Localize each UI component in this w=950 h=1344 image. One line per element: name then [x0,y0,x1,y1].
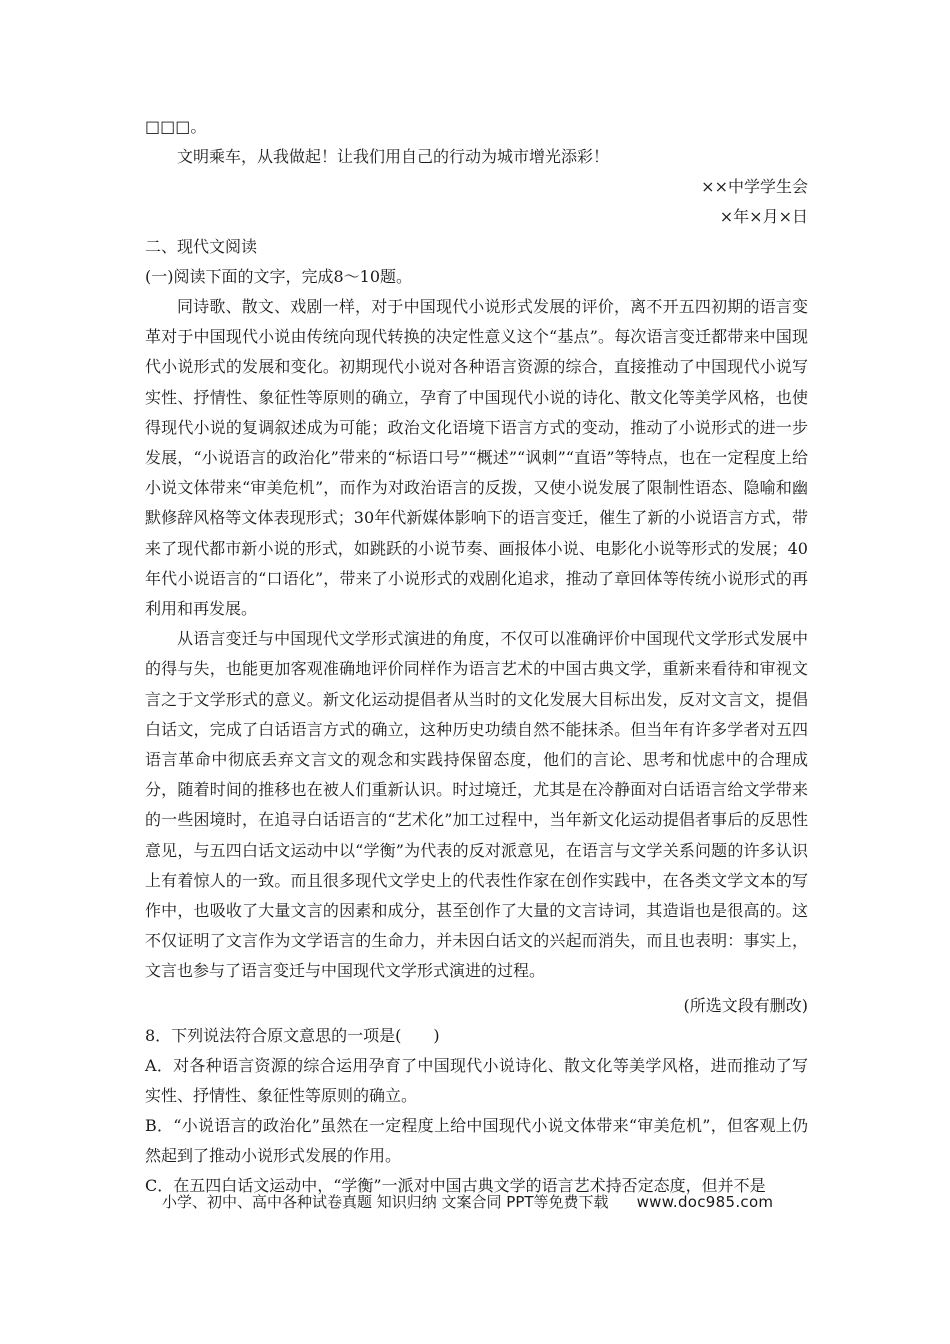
document-page [145,112,808,1202]
notice-date: ×年×月×日 [719,207,808,226]
option-a: A．对各种语言资源的综合运用孕育了中国现代小说诗化、散文化等美学风格，进而推动了写实性、抒情性、象征性等原则的确立。 [145,1055,808,1105]
footer-text: 小学、初中、高中各种试卷真题 知识归纳 文案合同 PPT等免费下载 [162,1193,609,1211]
footer-url[interactable]: www.doc985.com [636,1193,774,1211]
notice-signature: ××中学学生会 [701,177,808,196]
source-note: (所选文段有删改) [683,995,808,1015]
question-stem: 8．下列说法符合原文意思的一项是( ) [145,1025,440,1045]
article-paragraph-2: 从语言变迁与中国现代文学形式演进的角度，不仅可以准确评价中国现代文学形式发展中的得与失，也能更加客观准确地评价同样作为语言艺术的中国古典文学，重新来看待和审视文言之于文学形式的意义。新文化运动提倡者从当时的文化发展大目标出发，反对文言文，提倡白话文，完成了白话语言方式的确立，这种历史功绩自然不能抹杀。但当年有许多学者对五四语言革命中彻底丢弃文言文的观念和实践持保留态度，他们的言论、思考和忧虑中的合理成分，随着时间的推移也在被人们重新认识。时过境迁，尤其是在冷静面对白话语言给文学带来的一些困境时，在追寻白话语言的“艺术化”加工过程中，当年新文化运动提倡者事后的反思性意见，与五四白话文运动中以“学衡”为代表的反对派意见，在语言与文学关系问题的许多认识上有着惊人的一致。而且很多现代文学史上的代表性作家在创作实践中，在各类文学文本的写作中，也吸收了大量文言的因素和成分，甚至创作了大量的文言诗词，其造诣也是很高的。这不仅证明了文言作为文学语言的生命力，并未因白话文的兴起而消失，而且也表明：事实上，文言也参与了语言变迁与中国现代文学形式演进的过程。 [145,629,808,981]
article-paragraph-1: 同诗歌、散文、戏剧一样，对于中国现代小说形式发展的评价，离不开五四初期的语言变革对于中国现代小说由传统向现代转换的决定性意义这个“基点”。每次语言变迁都带来中国现代小说形式的发展和变化。初期现代小说对各种语言资源的综合，直接推动了中国现代小说写实性、抒情性、象征性等原则的确立，孕育了中国现代小说的诗化、散文化等美学风格，也使得现代小说的复调叙述成为可能；政治文化语境下语言方式的变动，推动了小说形式的进一步发展，“小说语言的政治化”带来的“标语口号”“概述”“讽刺”“直语”等特点，也在一定程度上给小说文体带来“审美危机”，而作为对政治语言的反拨，又使小说发展了限制性语态、隐喻和幽默修辞风格等文体表现形式；30年代新媒体影响下的语言变迁，催生了新的小说语言方式，带来了现代都市新小说的形式，如跳跃的小说节奏、画报体小说、电影化小说等形式的发展；40年代小说语言的“口语化”，带来了小说形式的戏剧化追求，推动了章回体等传统小说形式的再利用和再发展。 [145,297,808,619]
section-instruction: (一)阅读下面的文字，完成8～10题。 [145,267,413,286]
option-b: B．“小说语言的政治化”虽然在一定程度上给中国现代小说文体带来“审美危机”，但客观上仍然起到了推动小说形式发展的作用。 [145,1116,808,1166]
notice-tail: □□□。 [145,117,207,136]
notice-slogan: 文明乘车，从我做起！让我们用自己的行动为城市增光添彩！ [177,147,610,166]
section-heading: 二、现代文阅读 [145,237,258,256]
page-footer [162,1190,802,1214]
option-c: C．在五四白话文运动中，“学衡”一派对中国古典文学的语言艺术持否定态度，但并不是 [145,1176,766,1196]
